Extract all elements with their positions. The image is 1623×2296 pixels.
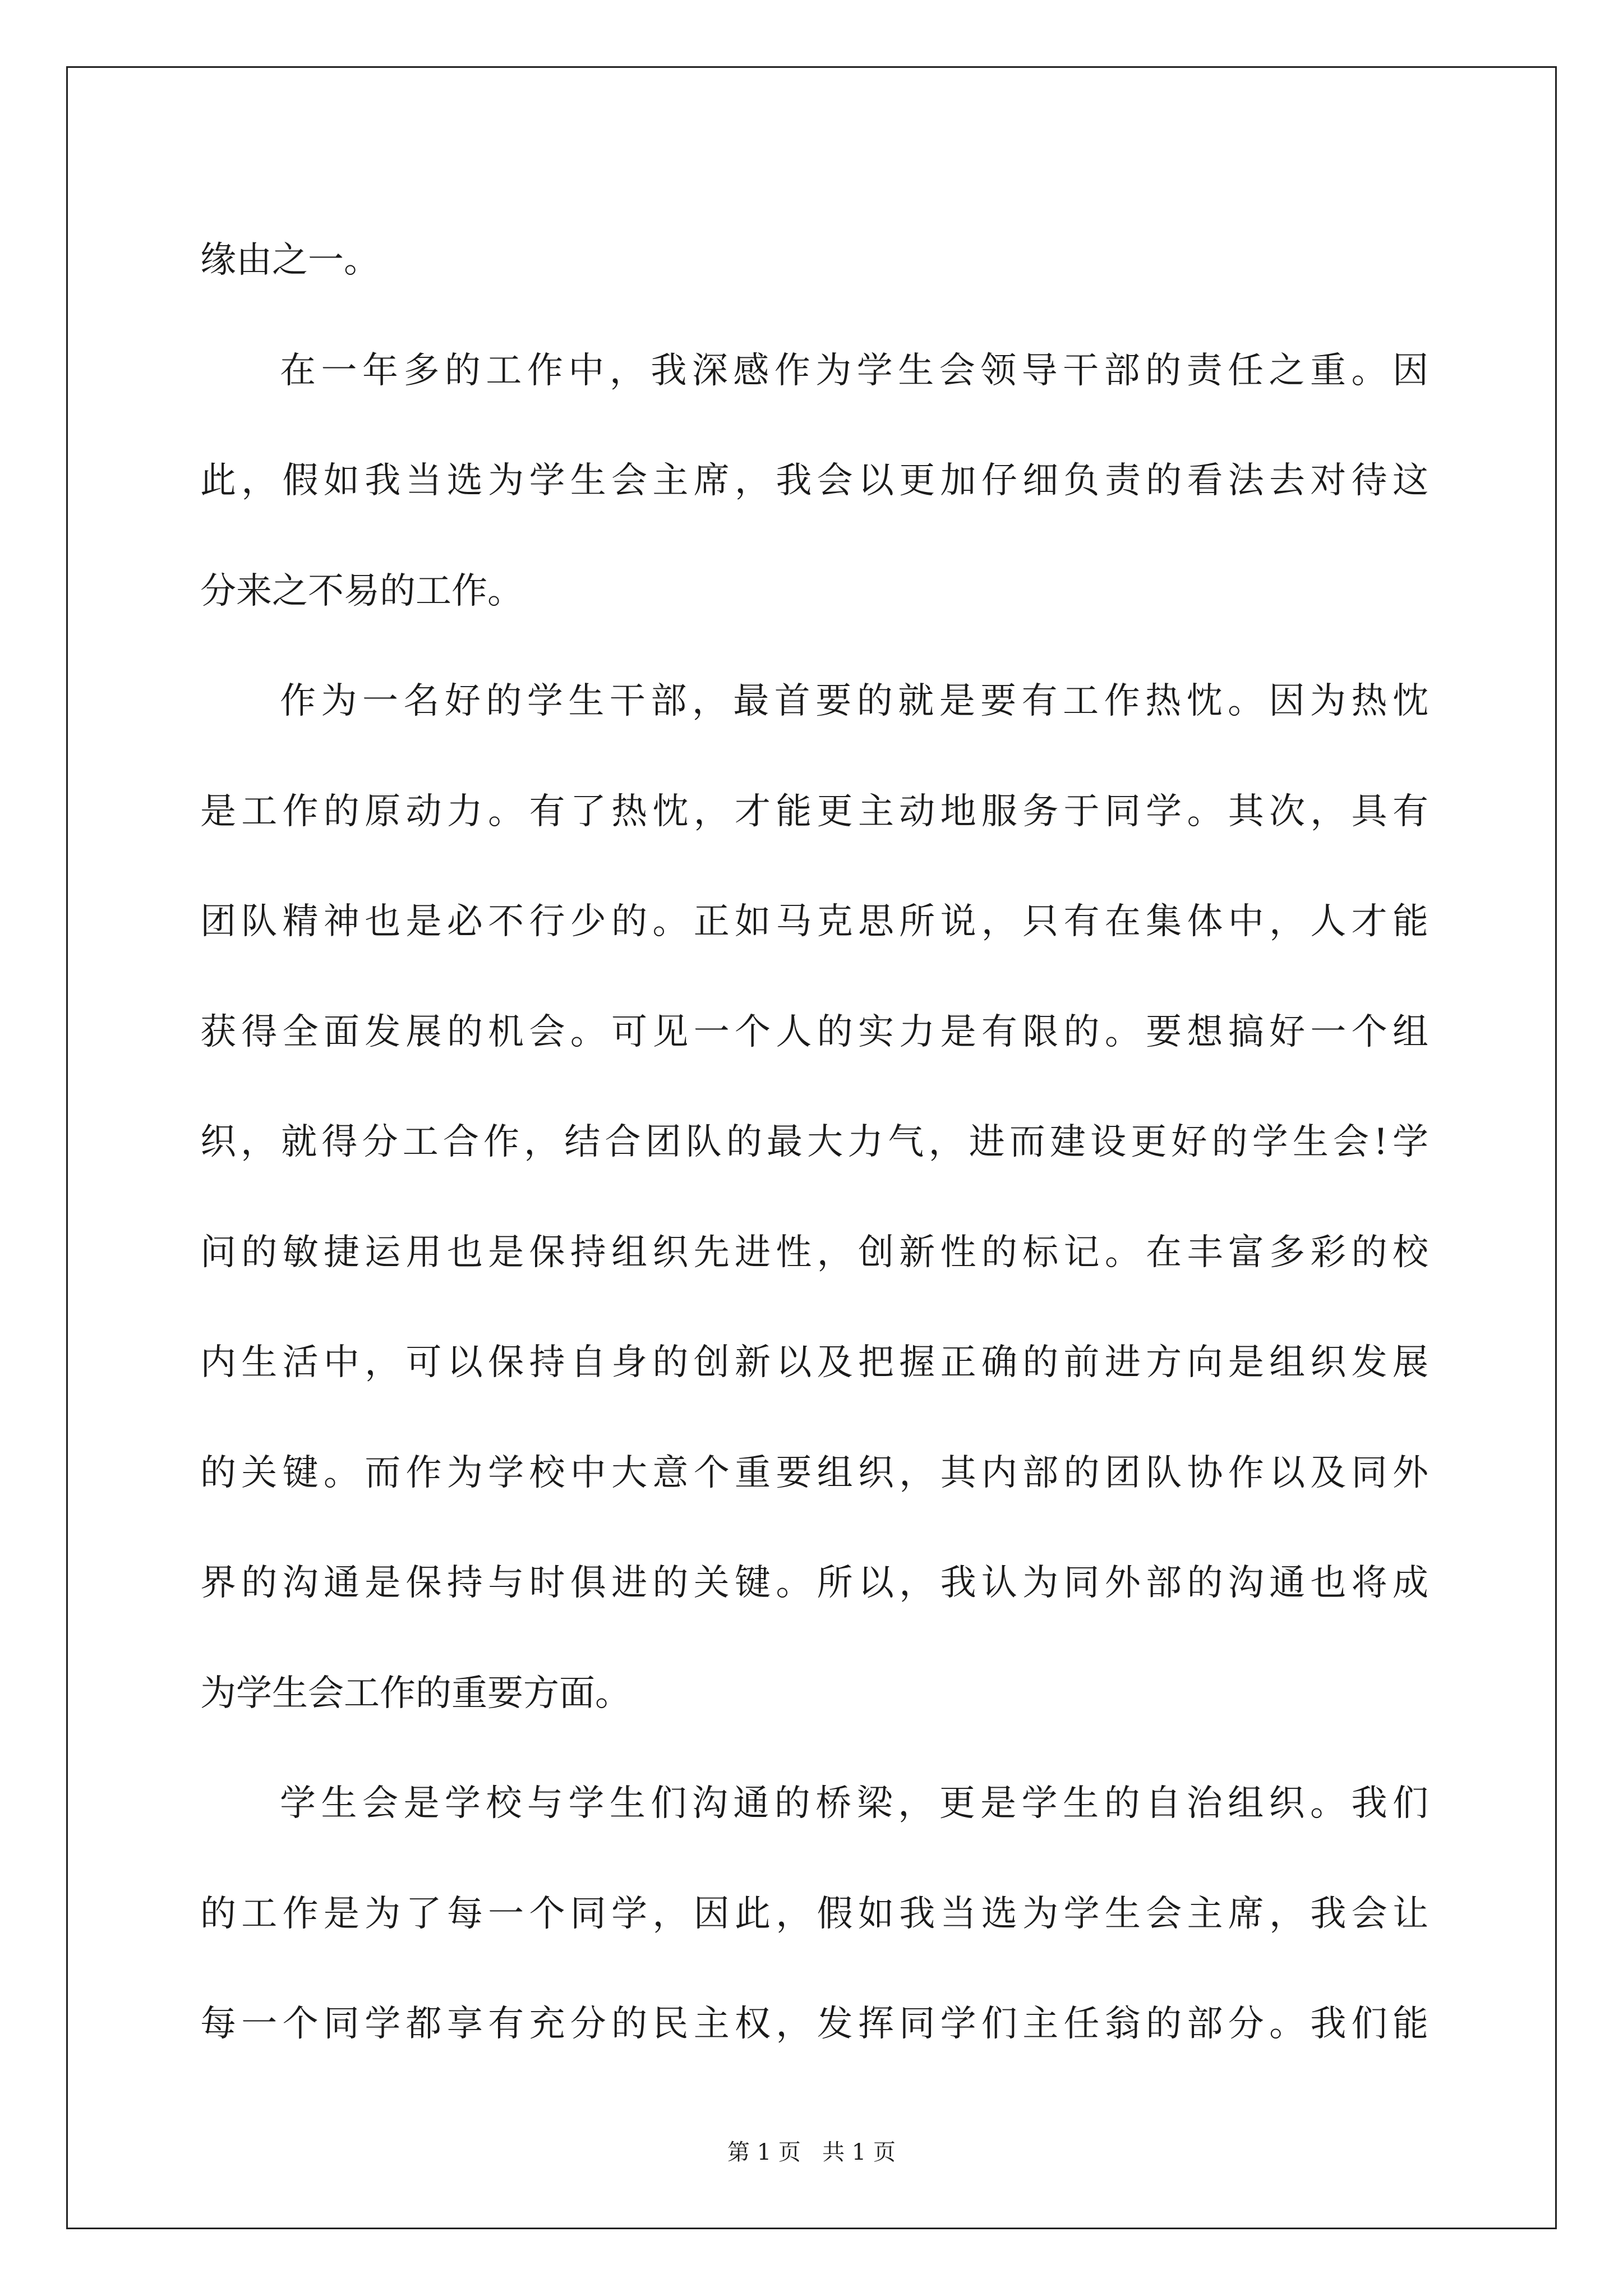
text-line: 学生会是学校与学生们沟通的桥梁，更是学生的自治组织。我们 <box>280 1783 1428 1824</box>
text-line: 作为一名好的学生干部，最首要的就是要有工作热忱。因为热忱 <box>280 680 1428 722</box>
text-line: 分来之不易的工作。 <box>200 570 523 612</box>
text-line: 织，就得分工合作，结合团队的最大力气，进而建设更好的学生会!学 <box>200 1121 1428 1163</box>
text-line: 此，假如我当选为学生会主席，我会以更加仔细负责的看法去对待这 <box>200 460 1428 501</box>
text-line: 内生活中，可以保持自身的创新以及把握正确的前进方向是组织发展 <box>200 1342 1428 1383</box>
text-line: 的关键。而作为学校中大意个重要组织，其内部的团队协作以及同外 <box>200 1452 1428 1494</box>
document-body <box>200 205 1428 2079</box>
text-line: 每一个同学都享有充分的民主权，发挥同学们主任翁的部分。我们能 <box>200 2003 1428 2045</box>
text-line: 缘由之一。 <box>200 240 380 281</box>
text-line: 的工作是为了每一个同学，因此，假如我当选为学生会主席，我会让 <box>200 1893 1428 1935</box>
page-footer: 第 1 页 共 1 页 <box>727 2139 896 2165</box>
text-line: 获得全面发展的机会。可见一个人的实力是有限的。要想搞好一个组 <box>200 1011 1428 1053</box>
text-line: 界的沟通是保持与时俱进的关键。所以，我认为同外部的沟通也将成 <box>200 1562 1428 1604</box>
text-line: 在一年多的工作中，我深感作为学生会领导干部的责任之重。因 <box>280 349 1428 392</box>
text-line: 问的敏捷运用也是保持组织先进性，创新性的标记。在丰富多彩的校 <box>200 1231 1428 1273</box>
text-line: 为学生会工作的重要方面。 <box>200 1672 631 1714</box>
text-line: 团队精神也是必不行少的。正如马克思所说，只有在集体中，人才能 <box>200 901 1428 942</box>
text-line: 是工作的原动力。有了热忱，才能更主动地服务于同学。其次，具有 <box>200 790 1428 832</box>
